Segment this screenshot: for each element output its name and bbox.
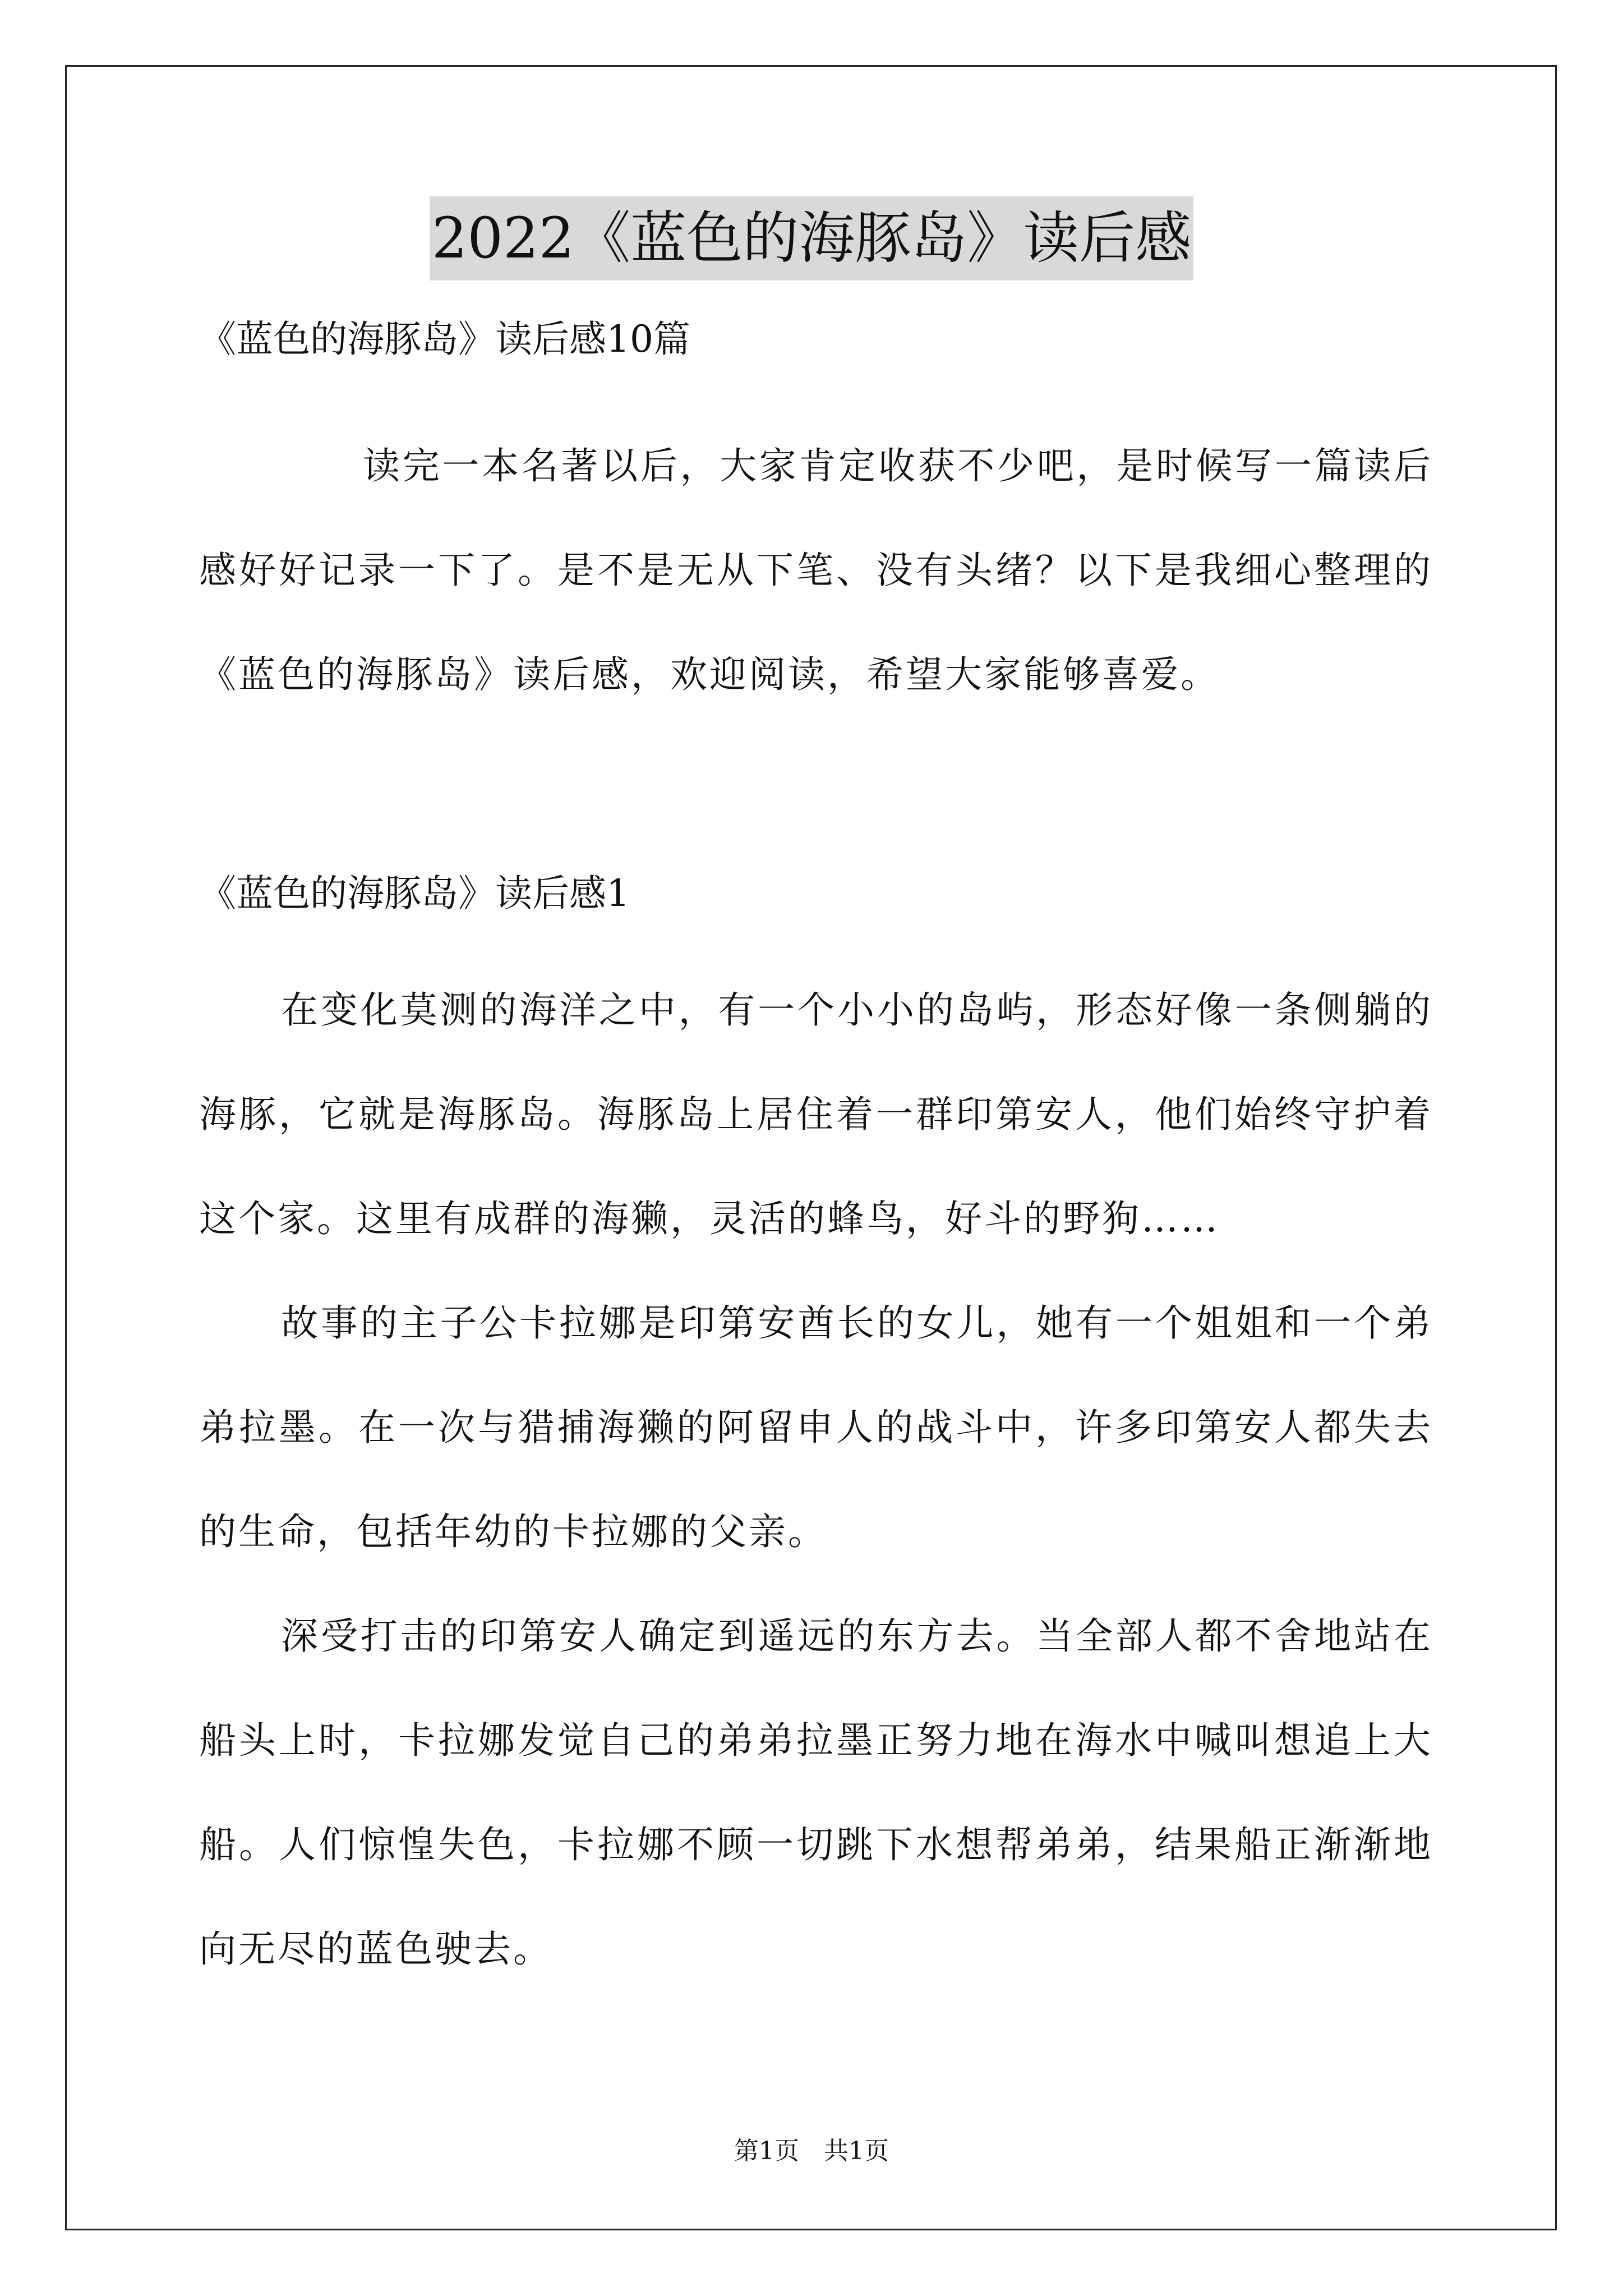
document-title: 2022《蓝色的海豚岛》读后感	[430, 196, 1194, 280]
intro-paragraph: 读完一本名著以后，大家肯定收获不少吧，是时候写一篇读后感好好记录一下了。是不是无从下笔、没有头绪？以下是我细心整理的《蓝色的海豚岛》读后感，欢迎阅读，希望大家能够喜爱。	[199, 444, 1433, 696]
section-heading: 《蓝色的海豚岛》读后感1	[199, 872, 630, 915]
document-body	[199, 314, 1433, 2001]
body-paragraph-1: 在变化莫测的海洋之中，有一个小小的岛屿，形态好像一条侧躺的海豚，它就是海豚岛。海豚岛上居住着一群印第安人，他们始终守护着这个家。这里有成群的海獭，灵活的蜂鸟，好斗的野狗……	[199, 988, 1433, 1240]
page-footer: 第1页 共1页	[734, 2137, 889, 2165]
title-container	[0, 196, 1623, 280]
body-paragraph-2: 故事的主子公卡拉娜是印第安酋长的女儿，她有一个姐姐和一个弟弟拉墨。在一次与猎捕海獭的阿留申人的战斗中，许多印第安人都失去的生命，包括年幼的卡拉娜的父亲。	[199, 1301, 1433, 1553]
body-paragraph-3: 深受打击的印第安人确定到遥远的东方去。当全部人都不舍地站在船头上时，卡拉娜发觉自己的弟弟拉墨正努力地在海水中喊叫想追上大船。人们惊惶失色，卡拉娜不顾一切跳下水想帮弟弟，结果船正渐渐地向无尽的蓝色驶去。	[199, 1614, 1433, 1971]
document-subtitle: 《蓝色的海豚岛》读后感10篇	[199, 318, 690, 361]
